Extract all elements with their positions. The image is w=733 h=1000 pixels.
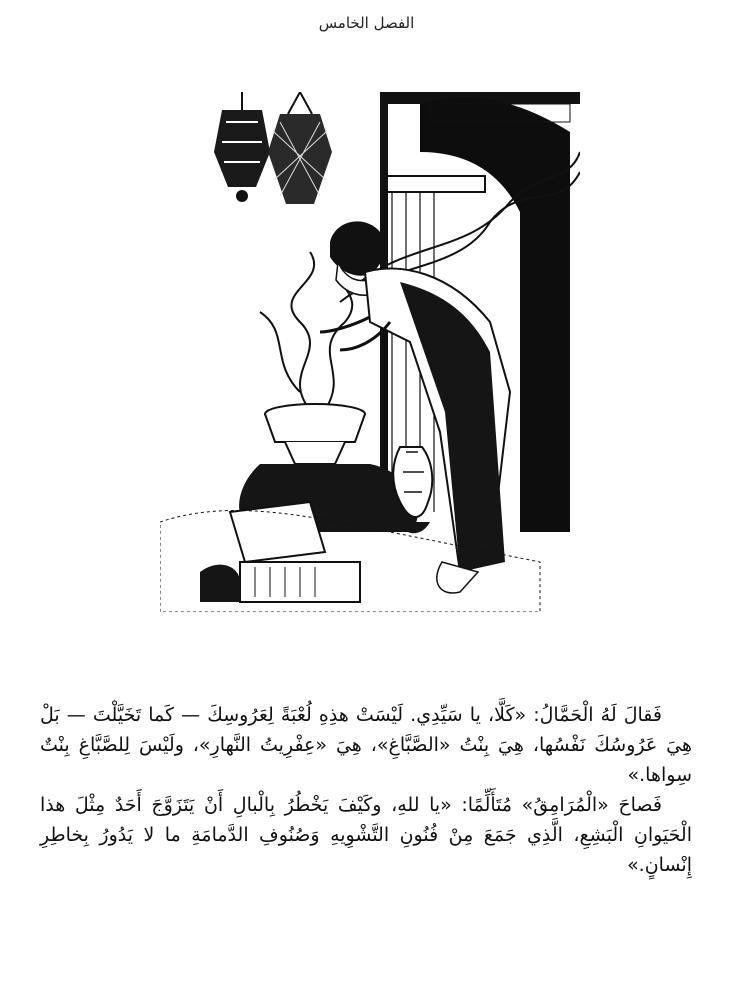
paragraph-1: فَقالَ لَهُ الْحَمَّالُ: «كَلَّا، يا سَيِّدِي. لَيْسَتْ هذِهِ لُعْبَةً لِعَرُوسِكَ — كَما تَخَيَّلْتَ — بَلْ هِيَ عَرُوسُكَ نَفْسُها، هِيَ بِنْتُ «الصَّبَّاغِ»، هِيَ «عِفْرِيتُ النَّهارِ»، ولَيْسَ لِلصَّبَّاغِ بِنْتٌ سِواها.» (40, 704, 692, 786)
hanging-lantern-left (214, 92, 270, 202)
paragraph-2: فَصاحَ «الْمُرَامِقُ» مُتَأَلِّمًا: «يا للهِ، وكَيْفَ يَخْطُرُ بِالْبالِ أَنْ يَتَزَوَّجَ أَحَدٌ مِثْلَ هذا الْحَيَوانِ الْبَشِعِ، الَّذِي جَمَعَ مِنْ فُنُونِ التَّشْوِيهِ وَصُنُوفِ الدَّمامَةِ ما لا يَدُورُ بِخاطِرِ إِنْسانٍ.» (40, 794, 692, 876)
woman-brazier-illustration (160, 92, 580, 612)
story-text (40, 700, 692, 880)
chapter-title: الفصل الخامس (318, 14, 415, 32)
hanging-lantern-right (268, 92, 332, 204)
